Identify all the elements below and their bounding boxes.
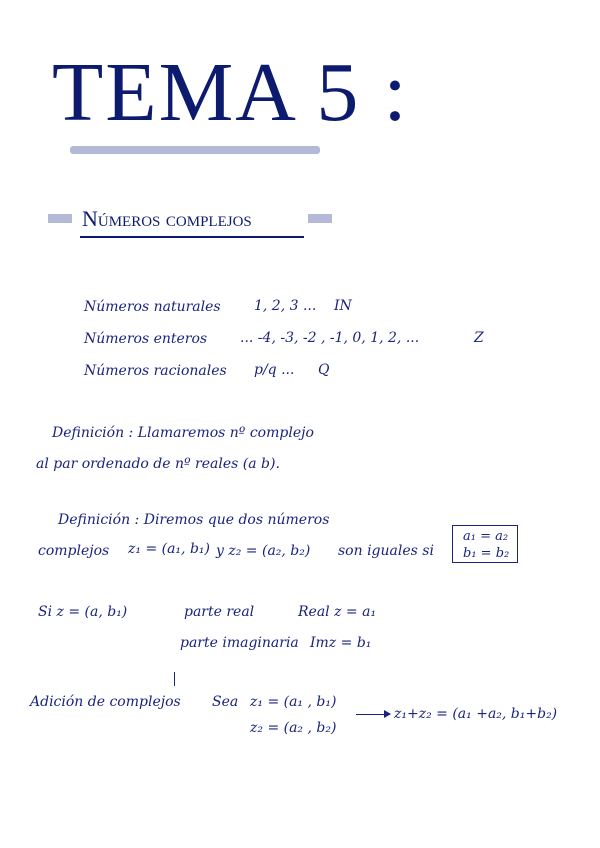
set-label-naturales: Números naturales [84,299,221,315]
pen-tick [174,672,175,686]
condition-real: a₁ = a₂ [463,529,509,544]
section-marker-left [48,214,72,223]
definition-2-line-2a: complejos [38,543,110,559]
set-symbol-racionales: Q [318,362,330,378]
set-values-naturales: 1, 2, 3 ... [254,298,317,314]
set-label-enteros: Números enteros [84,331,208,347]
imaginary-part-expression: Imz = b₁ [310,635,372,651]
addition-result: z₁+z₂ = (a₁ +a₂, b₁+b₂) [394,706,558,722]
set-symbol-naturales: IN [334,298,352,314]
definition-2-z2: y z₂ = (a₂, b₂) [216,543,311,559]
set-label-racionales: Números racionales [84,363,227,379]
definition-1-line-1: Definición : Llamaremos nº complejo [52,425,314,441]
definition-2-line-2d: son iguales si [338,543,434,559]
section-marker-right [308,214,332,223]
set-values-racionales: p/q ... [254,362,295,378]
page-title: TEMA 5 : [52,46,409,139]
set-values-enteros: ... -4, -3, -2 , -1, 0, 1, 2, ... [240,330,420,346]
arrow-icon [356,714,390,715]
addition-label: Adición de complejos [30,694,181,710]
section-underline [80,236,304,238]
section-heading: Números complejos [82,206,252,231]
definition-2-line-1: Definición : Diremos que dos números [58,512,330,528]
addition-sea: Sea [212,694,239,710]
definition-2-z1: z₁ = (a₁, b₁) [128,541,210,557]
equality-conditions-box [452,525,518,563]
real-part-label: parte real [184,604,255,620]
title-underline [70,146,320,154]
parts-z: Si z = (a, b₁) [38,604,128,620]
condition-imaginary: b₁ = b₂ [463,546,510,561]
addition-z2: z₂ = (a₂ , b₂) [250,720,337,736]
imaginary-part-label: parte imaginaria [180,635,299,651]
definition-1-line-2: al par ordenado de nº reales (a b). [36,456,280,472]
real-part-expression: Real z = a₁ [298,604,377,620]
set-symbol-enteros: Z [474,330,484,346]
addition-z1: z₁ = (a₁ , b₁) [250,694,337,710]
